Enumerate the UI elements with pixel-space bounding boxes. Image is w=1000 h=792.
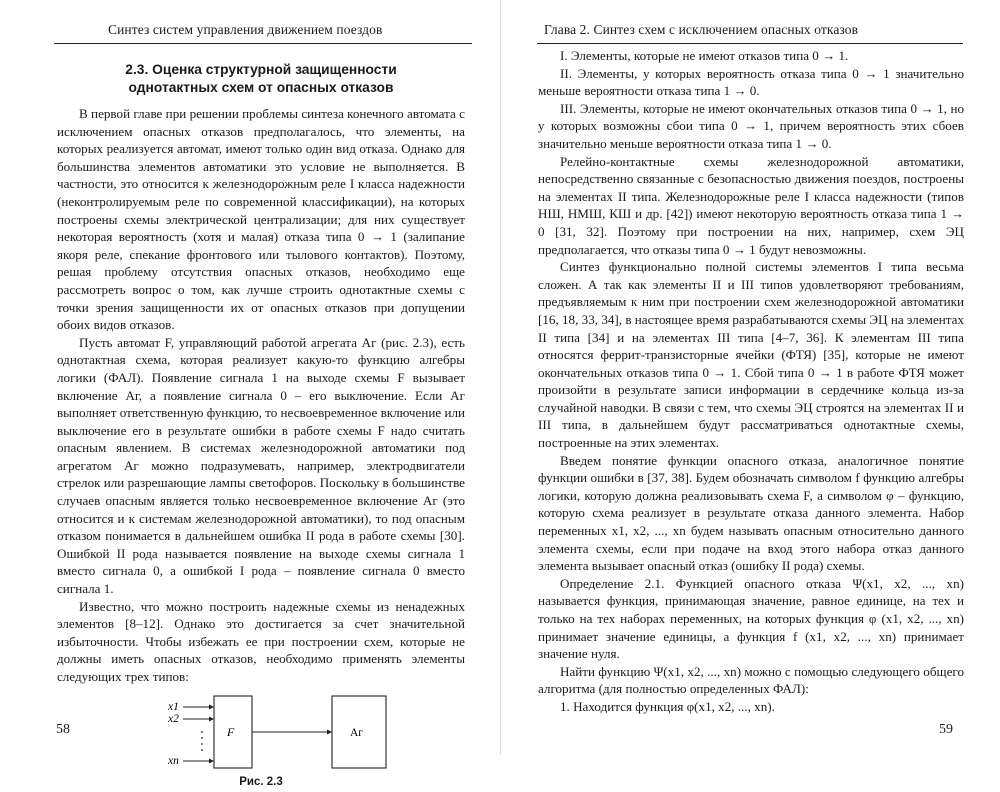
page-number-right: 59 [939, 722, 953, 737]
right-paragraph-2: II. Элементы, у которых вероятность отказа типа 0 → 1 значительно меньше вероятности отказа типа 1 → 0. [538, 65, 964, 99]
input-arrow-x1 [209, 704, 214, 709]
running-head-right: Глава 2. Синтез схем с исключением опасных отказов [544, 22, 859, 37]
input-label-x1: x1 [168, 700, 179, 713]
input-label-xn: xn [168, 754, 179, 767]
header-rule-left [54, 43, 472, 44]
right-paragraph-3: III. Элементы, которые не имеют окончательных отказов типа 0 → 1, но у которых возможны сбои типа 0 → 1, причем вероятность этих сбоев значительно меньше вероятности отказа типа 1 → 0. [538, 100, 964, 151]
left-page [0, 0, 500, 788]
right-paragraph-1: I. Элементы, которые не имеют отказов типа 0 → 1. [560, 48, 849, 63]
figure-caption: Рис. 2.3 [239, 775, 283, 788]
connector-arrow [327, 729, 332, 734]
section-title [57, 61, 465, 97]
page-number-left: 58 [56, 722, 70, 737]
right-paragraph-6: Введем понятие функции опасного отказа, аналогичное понятие функции ошибки в [37, 38]. Будем обозначать символом f функцию алгебры логики, которую должна реализовывать схема F, а символом φ – функцию, которую схема реализует в результате отказа данного элемента. Набор переменных x1, x2, ..., xn будем называть опасным относительно данного элемента схемы, если при подаче на вход этого набора отказ данного элемента вызывает опасный отказ (ошибку II рода) схемы. [538, 452, 964, 574]
left-paragraph-2: Пусть автомат F, управляющий работой агрегата Аг (рис. 2.3), есть однотактная схема, которая реализует какую-то функцию алгебры логики (ФАЛ). Появление сигнала 1 на выходе схемы F вызывает включение Аг, а появление сигнала 0 – его выключение. Если Аг выполняет ответственную функцию, то несвоевременное включение или выключение его в результате ошибки в работе схемы F надо считать опасным явлением. В системах железнодорожной автоматики под агрегатом Аг можно подразумевать, например, электродвигатели стрелок или разрешающие лампы светофоров. Поскольку в большинстве случаев опасным является только несвоевременное включение Аг (это относится и к системам железнодорожной автоматики), то под опасным отказом понимается в дальнейшем ошибка II рода в работе схемы [30]. Ошибкой II рода называется появление на выходе схемы сигнала 1 вместо сигнала 0, а ошибкой I рода – появление сигнала 0 вместо сигнала 1. [57, 334, 465, 597]
left-paragraph-1: В первой главе при решении проблемы синтеза конечного автомата с исключением опасных отказов предполагалось, что элементы, на которых реализуется автомат, имеют только один вид отказа. Однако для большинства элементов автоматики это условие не выполняется. В частности, это относится к железнодорожным реле I класса надежности (неконтролируемым реле по современной классификации), на которых построены схемы электрической централизации; для них существует некоторая вероятность (хотя и малая) отказа типа 0 → 1 (залипание якоря реле, спекание фронтового или тылового контактов). Поэтому, решая проблему отсутствия опасных отказов, необходимо еще рассмотреть вопрос о том, как лучше строить однотактные схемы с точки зрения защищенности их от опасных отказов при допущении обоих видов отказов. [57, 106, 465, 333]
definition-2-1: Определение 2.1. Функцией опасного отказа Ψ(x1, x2, ..., xn) называется функция, принимающая значение, равное единице, на тех и только на тех наборах переменных, на которых функция φ (x1, x2, ..., xn) принимает значение единицы, а функция f (x1, x2, ..., xn) принимает значение нуля. [538, 575, 964, 662]
block-ag-label: Аг [350, 726, 364, 739]
left-page-body [57, 57, 465, 792]
right-page [500, 0, 1000, 754]
input-label-x2: x2 [168, 712, 179, 725]
figure-diagram [57, 690, 465, 774]
block-f-label: F [227, 724, 235, 739]
figure-2-3 [57, 690, 465, 792]
section-title-line1: 2.3. Оценка структурной защищенности [125, 62, 397, 77]
right-paragraph-5: Синтез функционально полной системы элементов I типа весьма сложен. А так как элементы II и III типов удовлетворяют требованиям, предъявляемым к ним при построении схем железнодорожной автоматики [16, 18, 33, 34], в настоящее время разрабатываются схемы ЭЦ на элементах II типа [34] и на элементах III типа [4–7, 36]. К элементам III типа относятся феррит-транзисторные ячейки (ФТЯ) [35], которые не имеют окончательных отказов типа 0 → 1. Сбой типа 0 → 1 в работе ФТЯ может произойти в результате записи информации в сердечнике кольца из-за случайной наводки. В связи с тем, что схемы ЭЦ строятся на элементах II и III типа, в дальнейшем будут рассматриваться однотактные схемы, построенные на этих элементах. [538, 259, 964, 451]
right-paragraph-4: Релейно-контактные схемы железнодорожной автоматики, непосредственно связанные с безопасностью движения поездов, построены на элементах II типа. Железнодорожные реле I класса надежности (типов НШ, НМШ, КШ и др. [42]) имеют некоторую вероятность отказа типа 1 → 0 [31, 32]. Поэтому при построении на них, например, схем ЭЦ предполагается, что отказы типа 0 → 1 будут невозможны. [538, 153, 964, 257]
input-arrow-xn [209, 758, 214, 763]
right-paragraph-9: 1. Находится функция φ(x1, x2, ..., xn). [560, 698, 775, 714]
left-paragraph-3: Известно, что можно построить надежные схемы из ненадежных элементов [8–12]. Однако это достигается за счет значительной избыточности. Чтобы избежать ее при построении схем, которые не должны иметь опасных отказов, необходимо применять элементы следующих трех типов: [57, 598, 465, 684]
input-arrow-x2 [209, 716, 214, 721]
running-head-left: Синтез систем управления движением поездов [108, 22, 383, 37]
header-rule-right [537, 43, 963, 44]
section-title-line2: однотактных схем от опасных отказов [128, 80, 394, 95]
right-page-body [538, 47, 964, 716]
right-paragraph-8: Найти функцию Ψ(x1, x2, ..., xn) можно с помощью следующего общего алгоритма (для полностью определенных ФАЛ): [538, 663, 964, 697]
